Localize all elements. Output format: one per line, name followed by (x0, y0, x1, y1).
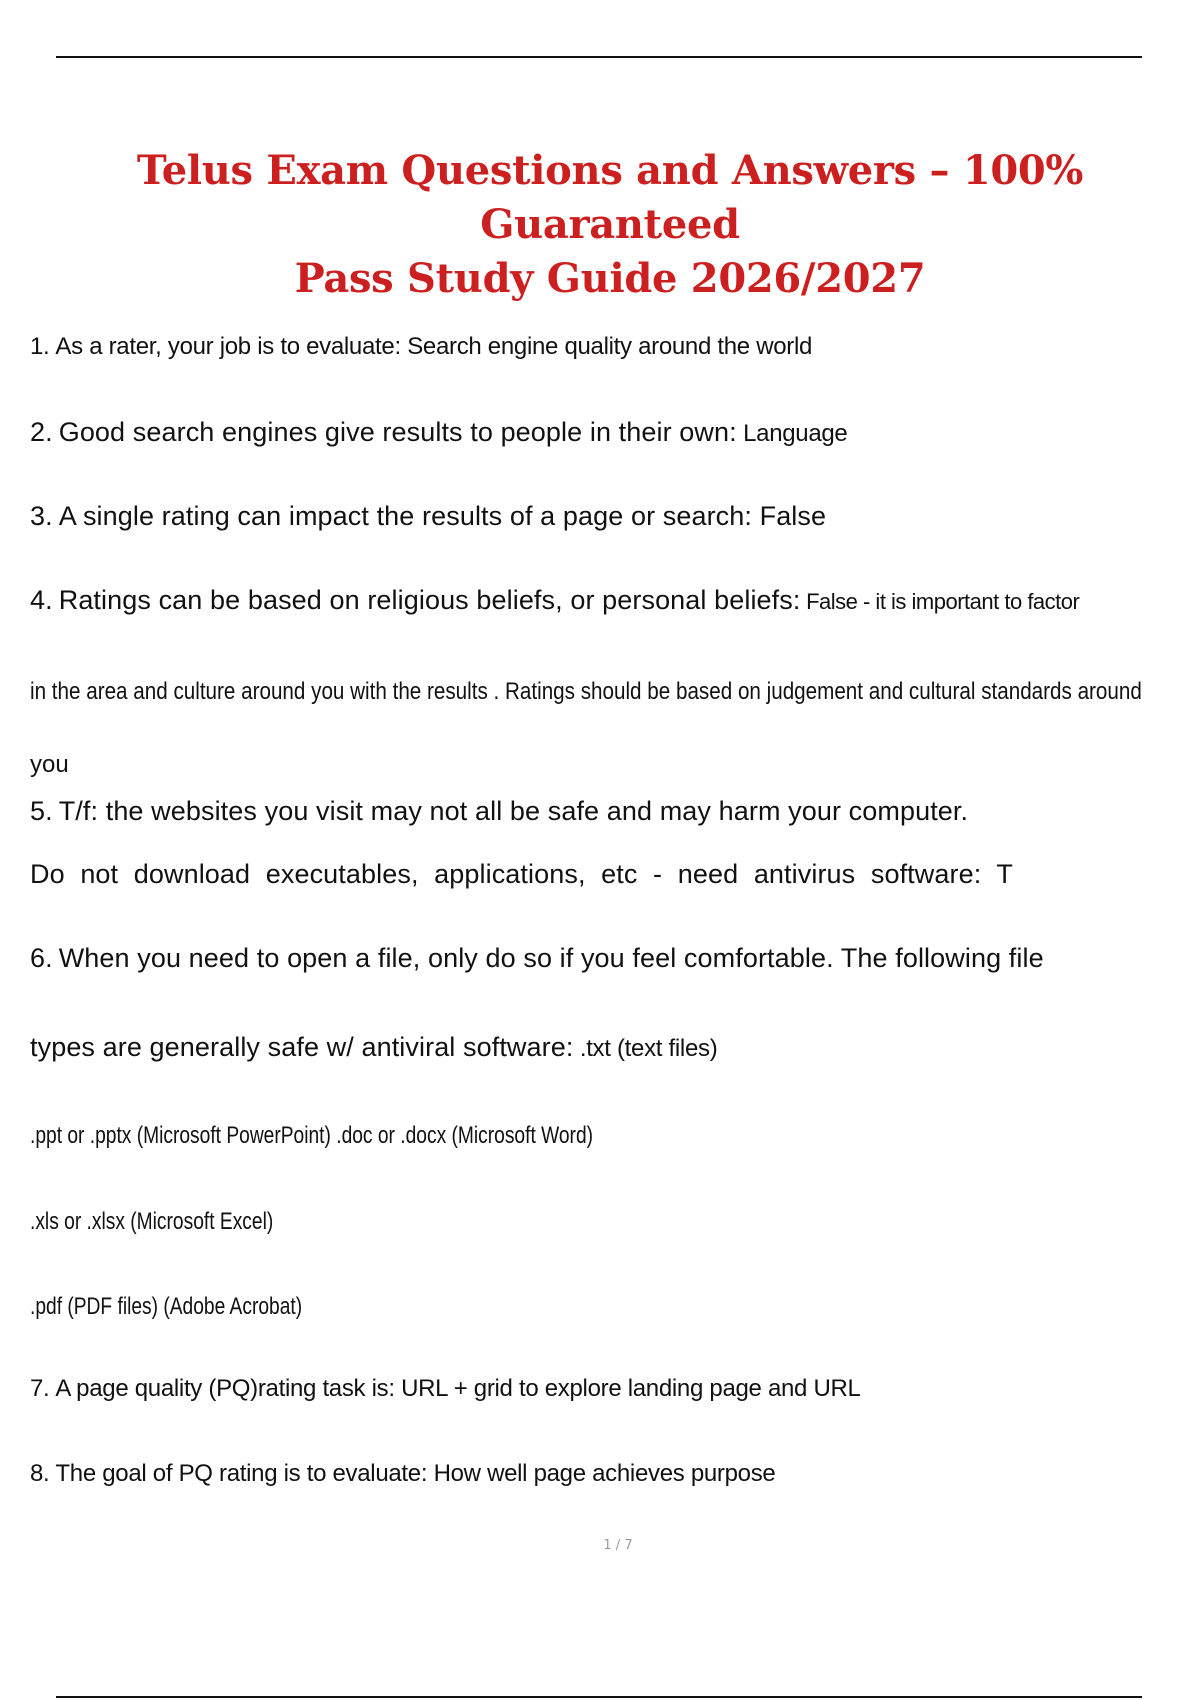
file-type-line-pdf: .pdf (PDF files) (Adobe Acrobat) (30, 1293, 303, 1320)
top-rule (56, 56, 1142, 58)
item-number: 7. (30, 1375, 50, 1402)
qa-item-4 (30, 585, 1079, 616)
answer-text: Search engine quality around the world (400, 333, 813, 360)
qa-item-7 (30, 1375, 861, 1403)
item-number: 4. (30, 585, 53, 615)
qa-item-3 (30, 501, 826, 532)
title-line-2: Pass Study Guide 2026/2027 (294, 255, 926, 302)
file-type-line-office: .ppt or .pptx (Microsoft PowerPoint) .doc or .docx (Microsoft Word) (30, 1122, 594, 1149)
page-indicator: 1 / 7 (603, 1538, 633, 1553)
item-number: 3. (30, 501, 53, 531)
continuation-text: types are generally safe w/ antiviral software: (30, 1032, 574, 1062)
qa-item-5 (30, 796, 968, 827)
bottom-rule (56, 1696, 1142, 1698)
qa-item-4-continuation: in the area and culture around you with the results . Ratings should be based on judgement and cultural standards around (30, 678, 1142, 705)
question-text: Good search engines give results to people in their own: (58, 417, 737, 447)
qa-item-5-continuation: Do not download executables, applications, etc - need antivirus software: T (30, 859, 1014, 889)
answer-text: False (752, 501, 827, 531)
answer-text: False - it is important to factor (800, 589, 1080, 614)
file-type-line-excel: .xls or .xlsx (Microsoft Excel) (30, 1208, 274, 1235)
question-text: A single rating can impact the results of a page or search: (58, 501, 752, 531)
qa-item-1 (30, 333, 812, 361)
item-number: 8. (30, 1460, 50, 1487)
answer-text: Language (736, 420, 848, 447)
answer-text: .txt (text files) (573, 1035, 718, 1062)
question-text: T/f: the websites you visit may not all be safe and may harm your computer. (58, 796, 969, 826)
item-number: 5. (30, 796, 53, 826)
item-number: 6. (30, 943, 53, 973)
document-title (20, 144, 1200, 306)
item-number: 1. (30, 333, 50, 360)
answer-text: How well page achieves purpose (427, 1460, 776, 1487)
title-line-1: Telus Exam Questions and Answers – 100% Guaranteed (136, 147, 1084, 248)
question-text: The goal of PQ rating is to evaluate: (55, 1460, 428, 1487)
qa-item-4-continuation-end: you (30, 751, 69, 778)
question-text: When you need to open a file, only do so if you feel comfortable. The following file (58, 943, 1044, 973)
qa-item-8 (30, 1460, 775, 1488)
question-text: Ratings can be based on religious beliefs, or personal beliefs: (58, 585, 801, 615)
item-number: 2. (30, 417, 53, 447)
qa-item-2 (30, 417, 847, 448)
qa-item-6 (30, 943, 1044, 974)
question-text: A page quality (PQ)rating task is: (55, 1375, 395, 1402)
question-text: As a rater, your job is to evaluate: (55, 333, 401, 360)
answer-text: URL + grid to explore landing page and URL (394, 1375, 861, 1402)
qa-item-6-continuation (30, 1032, 717, 1063)
